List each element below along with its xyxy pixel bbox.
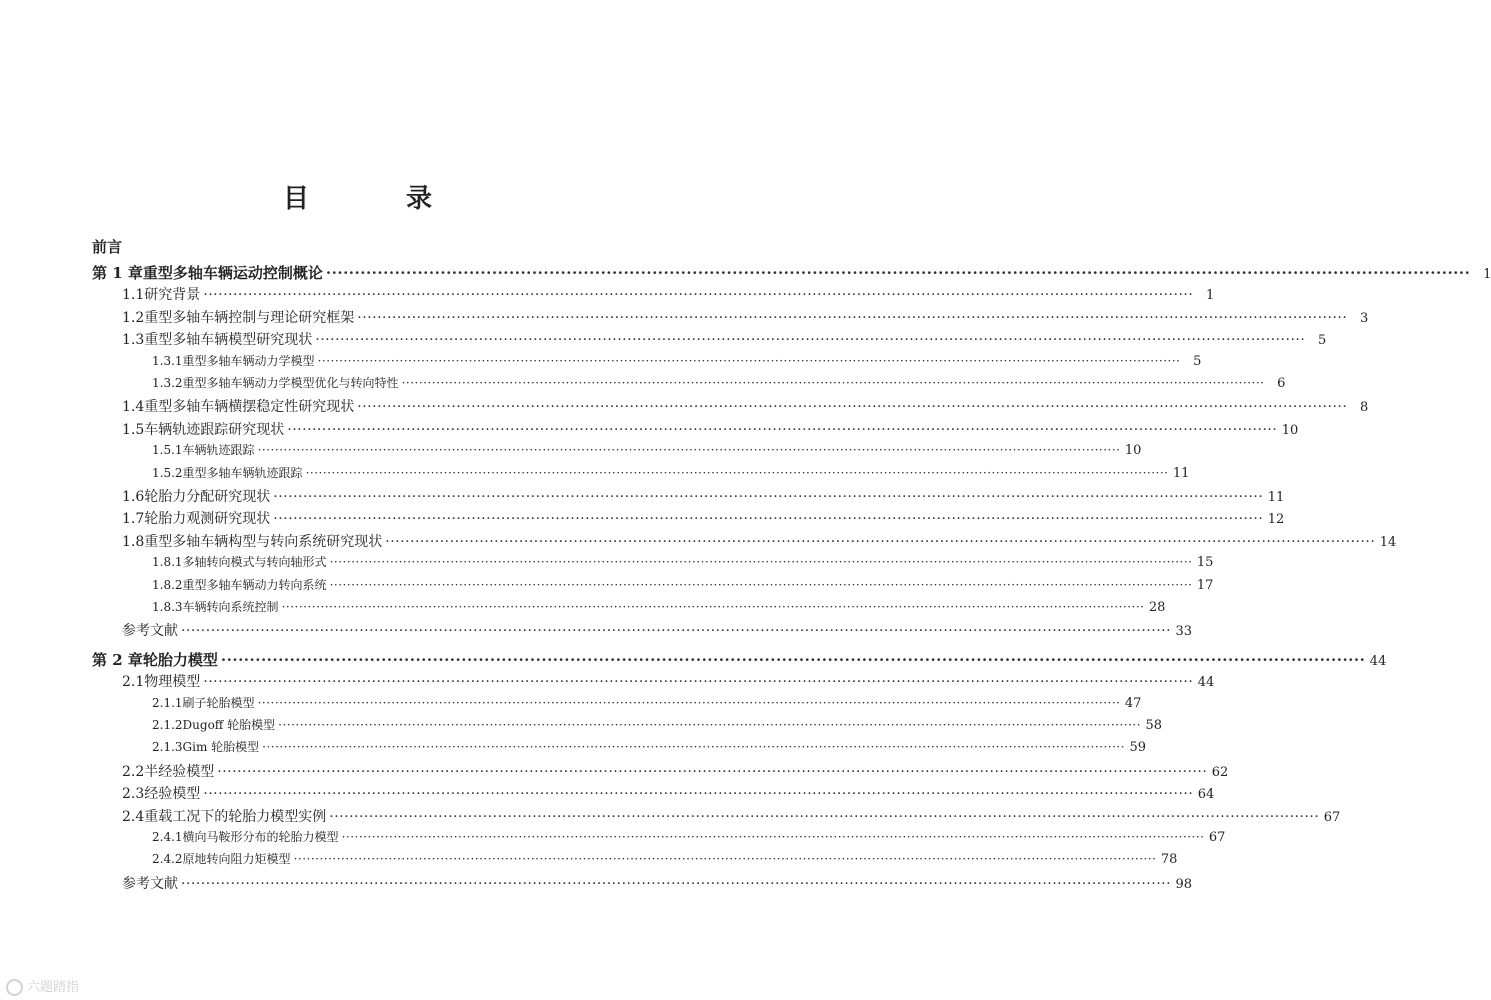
page-title: 目 录 xyxy=(282,184,477,214)
toc-entry-number: 1.4 xyxy=(122,399,145,416)
toc-dot-leader: ········································································································································································································ xyxy=(203,674,1194,691)
toc-page-number: 67 xyxy=(1323,809,1341,825)
toc-dot-leader: ········································································································································································································ xyxy=(293,852,1157,867)
toc-entry-title: 重型多轴车辆动力学模型 xyxy=(182,353,315,368)
preface-heading: 前言 xyxy=(92,238,123,256)
toc-entry-number: 2.1.1 xyxy=(152,695,183,710)
toc-page-number: 17 xyxy=(1196,577,1214,593)
toc-entry-title: 刷子轮胎模型 xyxy=(182,695,255,710)
toc-entry-number: 2.2 xyxy=(122,763,145,780)
toc-entry-number: 1.5.1 xyxy=(152,443,183,458)
toc-entry-title: 重载工况下的轮胎力模型实例 xyxy=(144,808,327,825)
toc-entry-title: Gim 轮胎模型 xyxy=(182,740,260,755)
toc-dot-leader: ········································································································································································································ xyxy=(220,650,1366,669)
toc-entry[interactable] xyxy=(152,576,1214,593)
toc-entry[interactable] xyxy=(122,307,1369,327)
toc-page-number: 1 xyxy=(1206,288,1215,304)
toc-entry-number: 1.7 xyxy=(122,511,145,528)
toc-entry[interactable] xyxy=(152,598,1166,615)
toc-page-number: 10 xyxy=(1281,422,1299,438)
toc-dot-leader: ········································································································································································································ xyxy=(257,695,1121,710)
toc-page-number: 14 xyxy=(1379,534,1397,550)
toc-page-number: 6 xyxy=(1277,376,1286,391)
toc-entry-title: 多轴转向模式与转向轴形式 xyxy=(182,555,327,570)
toc-page-number: 3 xyxy=(1360,310,1369,326)
toc-dot-leader: ········································································································································································································ xyxy=(203,287,1194,304)
toc-entry-title: 参考文献 xyxy=(122,875,178,892)
toc-page-number: 11 xyxy=(1172,465,1190,481)
toc-entry[interactable] xyxy=(122,284,1215,304)
toc-page-number: 5 xyxy=(1193,353,1202,369)
toc-entry[interactable] xyxy=(122,761,1229,781)
toc-entry-title: 车辆轨迹跟踪研究现状 xyxy=(144,421,285,438)
toc-entry-number: 2.1.3 xyxy=(152,740,183,755)
toc-entry[interactable] xyxy=(122,486,1285,506)
toc-dot-leader: ········································································································································································································ xyxy=(341,830,1205,844)
toc-entry[interactable] xyxy=(122,531,1397,551)
toc-dot-leader: ········································································································································································································ xyxy=(287,421,1278,438)
toc-dot-leader: ········································································································································································································ xyxy=(257,443,1121,458)
toc-entry-number: 2.3 xyxy=(122,786,145,803)
toc-dot-leader: ········································································································································································································ xyxy=(385,533,1376,550)
toc-dot-leader: ········································································································································································································ xyxy=(357,399,1348,416)
toc-entry-title: 车辆转向系统控制 xyxy=(182,600,279,614)
toc-entry-number: 2.1 xyxy=(122,674,145,691)
toc-entry-title: 重型多轴车辆动力转向系统 xyxy=(182,577,327,592)
toc-entry[interactable] xyxy=(122,806,1341,826)
toc-entry[interactable] xyxy=(152,352,1202,369)
toc-entry-title: 半经验模型 xyxy=(144,763,215,780)
toc-entry-title: 轮胎力模型 xyxy=(142,650,218,669)
toc-entry[interactable] xyxy=(122,783,1215,803)
toc-entry-title: 重型多轴车辆横摆稳定性研究现状 xyxy=(144,399,355,416)
toc-entry-number: 1.8.1 xyxy=(152,555,183,570)
toc-page-number: 44 xyxy=(1197,675,1215,691)
toc-entry-number: 2.4.2 xyxy=(152,852,183,867)
toc-dot-leader: ········································································································································································································ xyxy=(217,763,1208,780)
toc-references-entry[interactable] xyxy=(122,620,1193,640)
toc-entry[interactable] xyxy=(122,671,1215,691)
toc-entry[interactable] xyxy=(152,716,1163,733)
toc-page-number: 5 xyxy=(1318,333,1327,349)
toc-entry-title: Dugoff 轮胎模型 xyxy=(182,718,276,732)
toc-entry[interactable] xyxy=(122,419,1299,439)
toc-entry-number: 1.8 xyxy=(122,533,145,550)
toc-entry-title: 横向马鞍形分布的轮胎力模型 xyxy=(182,830,339,844)
toc-page-number: 44 xyxy=(1369,653,1387,669)
toc-dot-leader: ········································································································································································································ xyxy=(325,264,1471,282)
toc-dot-leader: ········································································································································································································ xyxy=(329,808,1320,825)
toc-page-number: 28 xyxy=(1148,600,1166,615)
toc-entry-title: 原地转向阻力矩模型 xyxy=(182,852,291,867)
toc-entry-title: 物理模型 xyxy=(144,674,201,691)
toc-page-number: 62 xyxy=(1211,764,1229,780)
toc-entry[interactable] xyxy=(152,694,1142,711)
watermark-logo-icon xyxy=(6,979,23,996)
toc-page-number: 10 xyxy=(1124,443,1142,459)
toc-entry-number: 2.4.1 xyxy=(152,830,183,844)
toc-entry[interactable] xyxy=(122,329,1327,349)
toc-page-number: 15 xyxy=(1196,555,1214,571)
toc-entry[interactable] xyxy=(152,441,1142,459)
toc-entry-title: 重型多轴车辆动力学模型优化与转向特性 xyxy=(182,376,399,390)
toc-dot-leader: ········································································································································································································ xyxy=(357,309,1348,326)
toc-entry[interactable] xyxy=(122,396,1369,416)
toc-entry-number: 1.2 xyxy=(122,309,145,326)
toc-dot-leader: ········································································································································································································ xyxy=(203,786,1194,803)
toc-entry-number: 1.3.1 xyxy=(152,353,183,368)
toc-entry-title: 重型多轴车辆模型研究现状 xyxy=(144,332,313,349)
toc-entry-title: 重型多轴车辆轨迹跟踪 xyxy=(182,465,303,480)
toc-dot-leader: ········································································································································································································ xyxy=(273,511,1264,528)
watermark xyxy=(6,976,79,996)
toc-references-entry[interactable] xyxy=(122,873,1193,893)
toc-entry-number: 第 1 章 xyxy=(92,264,143,282)
watermark-text: 六题踏指 xyxy=(27,980,80,995)
toc-page-number: 78 xyxy=(1160,852,1178,868)
toc-entry-title: 经验模型 xyxy=(144,786,201,803)
toc-entry[interactable] xyxy=(152,828,1226,845)
toc-chapter-entry[interactable] xyxy=(92,262,1491,283)
toc-entry-title: 重型多轴车辆控制与理论研究框架 xyxy=(144,309,355,326)
toc-dot-leader: ········································································································································································································ xyxy=(317,353,1181,368)
toc-chapter-entry[interactable] xyxy=(92,649,1387,670)
toc-entry-number: 1.3 xyxy=(122,332,145,349)
toc-dot-leader: ········································································································································································································ xyxy=(401,376,1265,390)
toc-entry-title: 轮胎力观测研究现状 xyxy=(144,511,271,528)
toc-entry-number: 1.5 xyxy=(122,421,145,438)
toc-page-number: 1 xyxy=(1483,267,1491,282)
toc-dot-leader: ········································································································································································································ xyxy=(315,332,1306,349)
toc-page-number: 67 xyxy=(1208,830,1226,845)
toc-entry-number: 2.4 xyxy=(122,808,145,825)
toc-page-number: 64 xyxy=(1197,787,1215,803)
toc-dot-leader: ········································································································································································································ xyxy=(262,740,1126,755)
toc-entry-title: 参考文献 xyxy=(122,623,178,640)
toc-entry-number: 1.8.2 xyxy=(152,577,183,592)
toc-dot-leader: ········································································································································································································ xyxy=(273,489,1264,505)
toc-entry-number: 2.1.2 xyxy=(152,718,183,732)
toc-entry[interactable] xyxy=(152,850,1178,868)
toc-dot-leader: ········································································································································································································ xyxy=(278,718,1142,732)
toc-entry[interactable] xyxy=(152,374,1286,391)
toc-entry[interactable] xyxy=(152,464,1190,481)
toc-entry[interactable] xyxy=(152,738,1147,756)
toc-entry-title: 重型多轴车辆构型与转向系统研究现状 xyxy=(144,533,383,550)
toc-page-number: 59 xyxy=(1129,740,1147,756)
toc-page-number: 58 xyxy=(1145,718,1163,733)
toc-entry-title: 研究背景 xyxy=(144,287,201,304)
toc-entry-title: 轮胎力分配研究现状 xyxy=(144,489,271,505)
toc-entry-number: 1.8.3 xyxy=(152,600,183,614)
toc-entry-number: 1.6 xyxy=(122,489,145,505)
toc-entry-number: 1.1 xyxy=(122,287,145,304)
toc-page-number: 47 xyxy=(1124,695,1142,711)
toc-entry[interactable] xyxy=(122,508,1285,528)
toc-dot-leader: ········································································································································································································ xyxy=(329,555,1193,570)
toc-entry-number: 1.3.2 xyxy=(152,376,183,390)
toc-dot-leader: ········································································································································································································ xyxy=(181,623,1172,640)
toc-page-number: 33 xyxy=(1175,624,1193,640)
toc-entry[interactable] xyxy=(152,553,1214,571)
toc-page-number: 12 xyxy=(1267,512,1285,528)
toc-entry-number: 1.5.2 xyxy=(152,465,183,480)
toc-page-number: 11 xyxy=(1267,490,1285,505)
toc-page-number: 8 xyxy=(1360,400,1369,416)
toc-dot-leader: ········································································································································································································ xyxy=(181,875,1172,892)
toc-page-number: 98 xyxy=(1175,876,1193,892)
toc-dot-leader: ········································································································································································································ xyxy=(281,600,1145,614)
toc-dot-leader: ········································································································································································································ xyxy=(329,577,1193,592)
toc-dot-leader: ········································································································································································································ xyxy=(305,465,1169,480)
toc-entry-number: 第 2 章 xyxy=(92,650,143,669)
toc-entry-title: 重型多轴车辆运动控制概论 xyxy=(142,264,323,282)
toc-entry-title: 车辆轨迹跟踪 xyxy=(182,443,255,458)
